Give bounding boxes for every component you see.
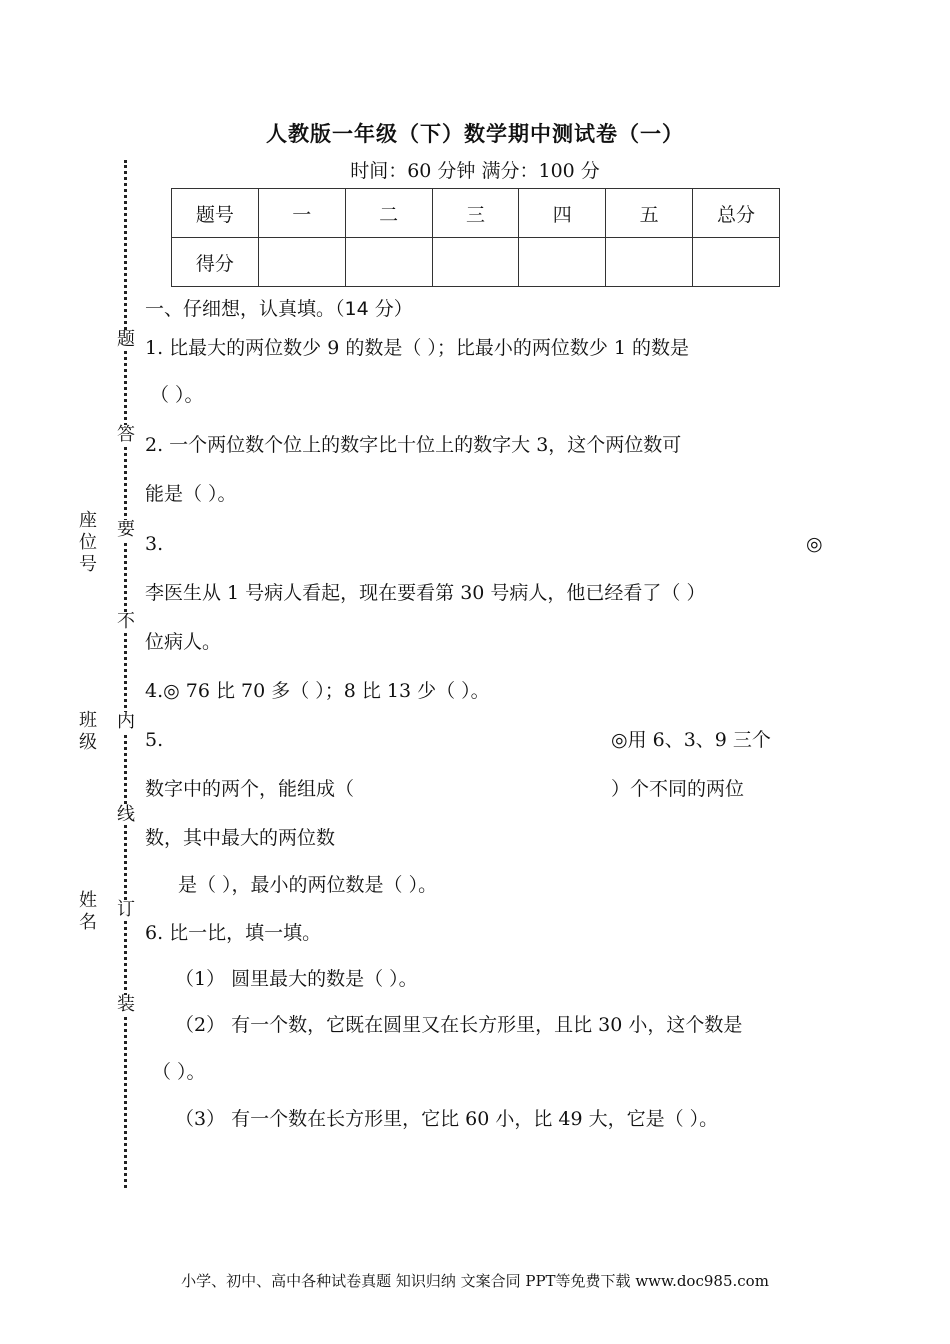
footer-text: 小学、初中、高中各种试卷真题 知识归纳 文案合同 PPT等免费下载 www.doc985.com [181, 1272, 769, 1290]
question-3-line-3: 位病人。 [145, 631, 222, 653]
question-3-number: 3. [145, 533, 164, 555]
binding-char: 装 [117, 994, 135, 1015]
score-header-cell: 一 [258, 189, 345, 238]
score-table-header-row [172, 189, 780, 238]
score-cell [345, 238, 432, 287]
question-3-line-2: 李医生从 1 号病人看起，现在要看第 30 号病人，他已经看了（ ） [145, 582, 706, 604]
question-5-line-4: 是（ ），最小的两位数是（ ）。 [178, 874, 438, 896]
question-5-line-3: 数，其中最大的两位数 [145, 827, 336, 849]
question-6-part-3: （3） 有一个数在长方形里，它比 60 小，比 49 大，它是（ ）。 [175, 1108, 719, 1130]
question-5-line-2-right: ）个不同的两位 [611, 778, 745, 800]
score-header-cell: 四 [519, 189, 606, 238]
question-1-line-2: （ ）。 [150, 384, 204, 406]
class-label: 班级 [79, 710, 97, 753]
score-header-cell: 二 [345, 189, 432, 238]
question-2-line-1: 2. 一个两位数个位上的数字比十位上的数字大 3，这个两位数可 [145, 434, 682, 456]
question-4: 4.◎ 76 比 70 多（ ）；8 比 13 少（ ）。 [145, 680, 490, 702]
score-cell [693, 238, 780, 287]
question-2-line-2: 能是（ ）。 [145, 483, 237, 505]
binding-char: 线 [117, 804, 135, 825]
score-cell [606, 238, 693, 287]
score-cell [432, 238, 519, 287]
score-table-score-row [172, 238, 780, 287]
binding-char: 答 [117, 424, 135, 445]
question-6: 6. 比一比，填一填。 [145, 922, 322, 944]
question-6-part-1: （1） 圆里最大的数是（ ）。 [175, 968, 418, 990]
question-3-mark: ◎ [806, 533, 823, 555]
score-header-cell: 题号 [172, 189, 259, 238]
binding-dotted-line [124, 160, 127, 1188]
question-5-number: 5. [145, 729, 164, 751]
exam-meta: 时间：60 分钟 满分：100 分 [350, 160, 600, 182]
question-6-part-2-line-1: （2） 有一个数，它既在圆里又在长方形里，且比 30 小，这个数是 [175, 1014, 743, 1036]
score-cell [519, 238, 606, 287]
score-cell [258, 238, 345, 287]
question-6-part-2-line-2: （ ）。 [152, 1061, 206, 1083]
score-row-label: 得分 [172, 238, 259, 287]
score-header-cell: 五 [606, 189, 693, 238]
name-label: 姓名 [79, 890, 97, 933]
binding-char: 要 [117, 519, 135, 540]
page-title: 人教版一年级（下）数学期中测试卷（一） [266, 122, 684, 146]
score-header-cell: 三 [432, 189, 519, 238]
score-table [171, 188, 780, 287]
question-1-line-1: 1. 比最大的两位数少 9 的数是（ ）；比最小的两位数少 1 的数是 [145, 337, 690, 359]
binding-char: 订 [117, 899, 135, 920]
section-heading: 一、仔细想，认真填。（14 分） [145, 298, 413, 320]
binding-char: 内 [117, 711, 135, 732]
score-header-cell: 总分 [693, 189, 780, 238]
question-5-line-2-left: 数字中的两个，能组成（ [145, 778, 355, 800]
binding-char: 题 [117, 329, 135, 350]
binding-char: 不 [117, 611, 135, 632]
question-5-line-1-right: ◎用 6、3、9 三个 [611, 729, 771, 751]
seat-number-label: 座位号 [79, 510, 97, 575]
